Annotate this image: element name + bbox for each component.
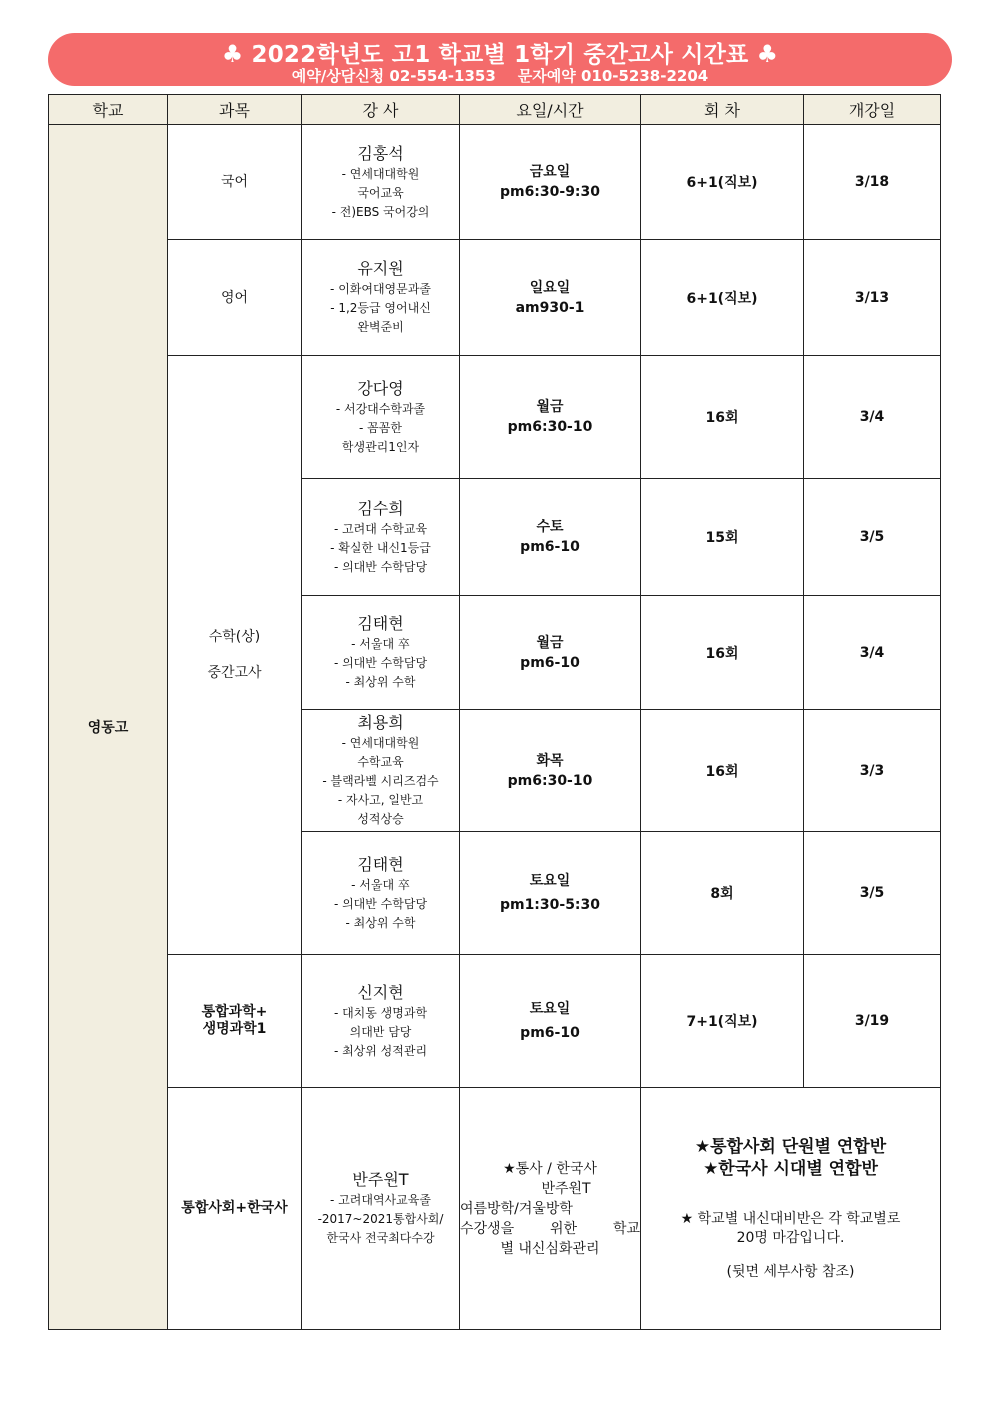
teacher-desc: 성적상승 bbox=[357, 812, 404, 826]
teacher-desc: - 고려대역사교육졸 bbox=[330, 1193, 431, 1207]
subject-cell bbox=[168, 955, 302, 1088]
time-cell bbox=[460, 710, 641, 832]
club-icon: ♣ bbox=[756, 40, 779, 68]
special-time-line: ★통사 / 한국사 bbox=[503, 1160, 597, 1177]
teacher-cell bbox=[302, 955, 460, 1088]
special-time-line: 수강생을 위한 학교 bbox=[460, 1220, 640, 1237]
table-row bbox=[49, 356, 941, 479]
subject-cell bbox=[168, 356, 302, 955]
teacher-desc: - 이화여대영문과졸 bbox=[330, 282, 431, 296]
subject-label: 생명과학1 bbox=[202, 1021, 267, 1037]
special-time-line: 여름방학/겨울방학 bbox=[460, 1200, 573, 1217]
teacher-name: 유지원 bbox=[357, 259, 404, 278]
teacher-name: 김태현 bbox=[357, 614, 404, 633]
time-hours: pm6-10 bbox=[520, 654, 580, 671]
school-cell: 영동고 bbox=[49, 125, 168, 1330]
special-time-line: 별 내신심화관리 bbox=[500, 1240, 600, 1257]
teacher-desc: - 서울대 卒 bbox=[351, 877, 410, 892]
time-day: 월금 bbox=[536, 634, 564, 651]
teacher-cell bbox=[302, 479, 460, 596]
teacher-desc: - 최상위 수학 bbox=[345, 675, 416, 689]
time-hours: pm6:30-10 bbox=[507, 419, 593, 435]
subject-label: 국어 bbox=[220, 174, 249, 190]
col-header-teacher: 강 사 bbox=[302, 95, 460, 125]
col-header-school: 학교 bbox=[49, 95, 168, 125]
time-hours: pm6-10 bbox=[520, 1025, 580, 1041]
time-hours: pm6:30-10 bbox=[507, 772, 593, 789]
subject-label: 통합사회+한국사 bbox=[181, 1200, 288, 1216]
page-title-text: 2022학년도 고1 학교별 1학기 중간고사 시간표 bbox=[251, 42, 749, 68]
time-day: 토요일 bbox=[529, 873, 571, 889]
teacher-desc: 학생관리1인자 bbox=[341, 439, 420, 454]
teacher-desc: - 고려대 수학교육 bbox=[333, 521, 428, 536]
col-header-time: 요일/시간 bbox=[460, 95, 641, 125]
time-hours: pm6-10 bbox=[520, 539, 580, 555]
teacher-name: 김홍석 bbox=[357, 143, 404, 163]
table-row bbox=[49, 125, 941, 240]
start-cell: 3/19 bbox=[804, 955, 941, 1088]
teacher-cell bbox=[302, 596, 460, 710]
teacher-desc: - 자사고, 일반고 bbox=[337, 793, 424, 807]
time-cell bbox=[460, 596, 641, 710]
teacher-desc: - 연세대대학원 bbox=[341, 736, 420, 750]
col-header-subject: 과목 bbox=[168, 95, 302, 125]
header-row bbox=[49, 95, 941, 125]
teacher-desc: 완벽준비 bbox=[357, 320, 404, 334]
time-day: 금요일 bbox=[529, 164, 571, 180]
time-cell bbox=[460, 125, 641, 240]
teacher-desc: - 전)EBS 국어강의 bbox=[331, 204, 430, 219]
table-row bbox=[49, 240, 941, 356]
teacher-name: 강다영 bbox=[357, 378, 404, 398]
sessions-cell: 16회 bbox=[641, 710, 804, 832]
subject-cell bbox=[168, 1088, 302, 1330]
time-day: 토요일 bbox=[529, 1001, 571, 1017]
contact-line bbox=[48, 65, 952, 86]
teacher-desc: 한국사 전국최다수강 bbox=[326, 1231, 435, 1245]
note-body: ★ 학교별 내신대비반은 각 학교별로 bbox=[680, 1210, 901, 1227]
subject-label: 통합과학+ bbox=[201, 1004, 268, 1020]
sessions-cell: 8회 bbox=[641, 832, 804, 955]
subject-cell bbox=[168, 125, 302, 240]
start-cell: 3/4 bbox=[804, 356, 941, 479]
time-cell bbox=[460, 832, 641, 955]
title-banner bbox=[48, 33, 952, 86]
special-time-line: 반주원T bbox=[541, 1180, 591, 1197]
teacher-desc: - 서강대수학과졸 bbox=[335, 401, 426, 416]
teacher-desc: - 블랙라벨 시리즈검수 bbox=[322, 774, 439, 788]
contact-sms: 문자예약 010-5238-2204 bbox=[517, 67, 709, 85]
teacher-desc: - 의대반 수학담당 bbox=[333, 896, 428, 911]
teacher-cell bbox=[302, 1088, 460, 1330]
subject-label: 수학(상) bbox=[208, 629, 261, 645]
sessions-cell: 15회 bbox=[641, 479, 804, 596]
sessions-cell: 16회 bbox=[641, 596, 804, 710]
schedule-table bbox=[48, 94, 941, 1330]
teacher-desc: - 확실한 내신1등급 bbox=[330, 540, 431, 555]
start-cell: 3/3 bbox=[804, 710, 941, 832]
start-cell: 3/18 bbox=[804, 125, 941, 240]
subject-cell bbox=[168, 240, 302, 356]
time-day: 월금 bbox=[536, 399, 564, 415]
time-day: 화목 bbox=[536, 752, 564, 769]
teacher-desc: - 서울대 卒 bbox=[351, 637, 410, 651]
teacher-desc: - 최상위 성적관리 bbox=[333, 1043, 428, 1058]
start-cell: 3/5 bbox=[804, 832, 941, 955]
teacher-desc: 의대반 담당 bbox=[349, 1024, 412, 1039]
time-hours: am930-1 bbox=[515, 299, 585, 316]
table-row bbox=[49, 955, 941, 1088]
time-hours: pm1:30-5:30 bbox=[499, 897, 601, 913]
teacher-cell bbox=[302, 125, 460, 240]
time-day: 일요일 bbox=[529, 279, 571, 296]
time-cell bbox=[460, 356, 641, 479]
time-cell bbox=[460, 955, 641, 1088]
note-heading: ★한국사 시대별 연합반 bbox=[703, 1158, 878, 1179]
contact-reserve: 예약/상담신청 02-554-1353 bbox=[291, 67, 496, 85]
teacher-cell bbox=[302, 710, 460, 832]
subject-label: 영어 bbox=[220, 289, 249, 306]
teacher-name: 신지현 bbox=[357, 982, 404, 1002]
teacher-cell bbox=[302, 356, 460, 479]
sessions-cell: 6+1(직보) bbox=[641, 240, 804, 356]
time-cell bbox=[460, 479, 641, 596]
teacher-name: 김태현 bbox=[357, 854, 404, 874]
teacher-desc: 국어교육 bbox=[357, 185, 404, 200]
teacher-name: 반주원T bbox=[352, 1170, 409, 1189]
sessions-cell: 7+1(직보) bbox=[641, 955, 804, 1088]
start-cell: 3/5 bbox=[804, 479, 941, 596]
time-cell bbox=[460, 1088, 641, 1330]
teacher-desc: -2017~2021통합사회/ bbox=[317, 1212, 444, 1226]
time-hours: pm6:30-9:30 bbox=[499, 184, 601, 200]
notes-cell bbox=[641, 1088, 941, 1330]
teacher-desc: - 대치동 생명과학 bbox=[333, 1005, 428, 1020]
table-row bbox=[49, 1088, 941, 1330]
teacher-desc: - 연세대대학원 bbox=[341, 166, 420, 181]
teacher-name: 최용희 bbox=[357, 713, 404, 732]
sessions-cell: 6+1(직보) bbox=[641, 125, 804, 240]
teacher-cell bbox=[302, 240, 460, 356]
teacher-desc: - 최상위 수학 bbox=[345, 915, 416, 930]
teacher-name: 김수희 bbox=[357, 498, 404, 518]
note-reference: (뒷면 세부사항 참조) bbox=[726, 1263, 855, 1280]
col-header-sessions: 회 차 bbox=[641, 95, 804, 125]
time-cell bbox=[460, 240, 641, 356]
teacher-desc: 수학교육 bbox=[357, 755, 404, 769]
start-cell: 3/4 bbox=[804, 596, 941, 710]
teacher-cell bbox=[302, 832, 460, 955]
teacher-desc: - 의대반 수학담당 bbox=[333, 656, 428, 670]
sessions-cell: 16회 bbox=[641, 356, 804, 479]
col-header-start: 개강일 bbox=[804, 95, 941, 125]
note-heading: ★통합사회 단원별 연합반 bbox=[694, 1136, 887, 1157]
subject-label: 중간고사 bbox=[207, 665, 262, 681]
teacher-desc: - 의대반 수학담당 bbox=[333, 559, 428, 574]
note-body: 20명 마감입니다. bbox=[736, 1229, 845, 1246]
time-day: 수토 bbox=[536, 519, 564, 535]
start-cell: 3/13 bbox=[804, 240, 941, 356]
teacher-desc: - 1,2등급 영어내신 bbox=[330, 301, 431, 315]
teacher-desc: - 꼼꼼한 bbox=[359, 420, 402, 435]
club-icon: ♣ bbox=[221, 40, 244, 68]
